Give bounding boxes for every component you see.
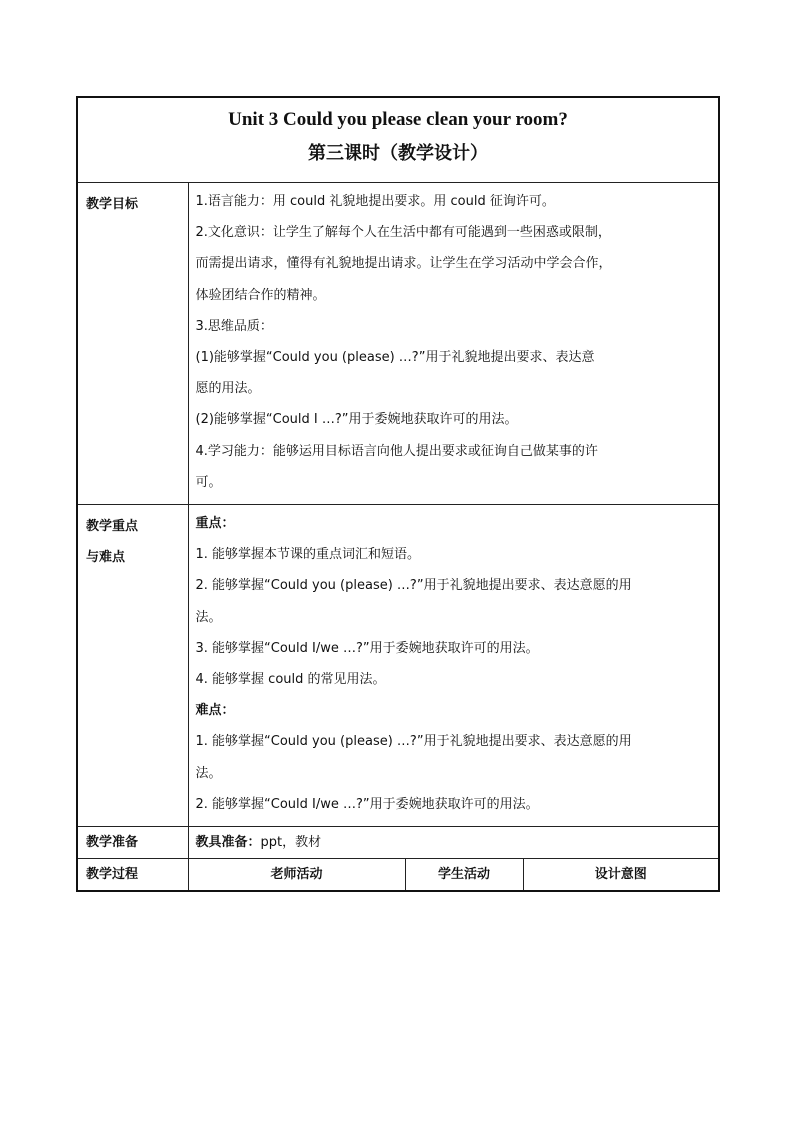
objectives-label: 教学目标: [77, 183, 188, 505]
objective-line: 而需提出请求，懂得有礼貌地提出请求。让学生在学习活动中学会合作，: [195, 256, 612, 272]
preparation-text: ppt，教材: [260, 835, 322, 851]
title-row: [77, 97, 719, 183]
student-activity-header: 学生活动: [405, 859, 523, 892]
objective-line: 可。: [195, 474, 222, 490]
key-line: 法。: [195, 609, 222, 625]
preparation-bold: 教具准备：: [195, 835, 261, 851]
process-label: 教学过程: [77, 859, 188, 892]
key-points-row: [77, 505, 719, 827]
objective-line: 2.文化意识：让学生了解每个人在生活中都有可能遇到一些困惑或限制，: [195, 225, 611, 241]
objective-line: 1.语言能力：用 could 礼貌地提出要求。用 could 征询许可。: [195, 194, 555, 209]
objective-line: 3.思维品质：: [195, 318, 273, 334]
key-line: 1. 能够掌握本节课的重点词汇和短语。: [195, 547, 421, 563]
title-english: Unit 3 Could you please clean your room?: [228, 109, 568, 130]
objective-line: (1)能够掌握“Could you (please) …?”用于礼貌地提出要求、表达意: [195, 350, 595, 366]
key-points-label-line2: 与难点: [86, 550, 126, 566]
lesson-plan-table: [76, 96, 720, 892]
key-line: 3. 能够掌握“Could I/we …?”用于委婉地获取许可的用法。: [195, 640, 539, 656]
key-points-content: [188, 505, 719, 827]
process-row: [77, 859, 719, 892]
key-line: 2. 能够掌握“Could you (please) …?”用于礼貌地提出要求、表达意愿的用: [195, 578, 632, 594]
key-points-label-line1: 教学重点: [86, 519, 139, 535]
difficult-line: 法。: [195, 765, 222, 781]
objective-line: 体验团结合作的精神。: [195, 287, 326, 303]
preparation-row: [77, 827, 719, 859]
title-cell: [77, 97, 719, 183]
objectives-content: [188, 183, 719, 505]
design-intent-header: 设计意图: [523, 859, 719, 892]
objective-line: 愿的用法。: [195, 381, 261, 397]
objectives-row: [77, 183, 719, 505]
difficult-heading: 难点：: [195, 703, 235, 719]
preparation-label: 教学准备: [77, 827, 188, 859]
difficult-line: 2. 能够掌握“Could I/we …?”用于委婉地获取许可的用法。: [195, 796, 539, 812]
difficult-line: 1. 能够掌握“Could you (please) …?”用于礼貌地提出要求、表达意愿的用: [195, 734, 632, 750]
objective-line: (2)能够掌握“Could I …?”用于委婉地获取许可的用法。: [195, 412, 518, 428]
title-chinese: 第三课时（教学设计）: [308, 143, 488, 164]
key-line: 4. 能够掌握 could 的常见用法。: [195, 672, 386, 688]
key-points-label: [77, 505, 188, 827]
teacher-activity-header: 老师活动: [188, 859, 405, 892]
preparation-content: [188, 827, 719, 859]
key-heading: 重点：: [195, 516, 235, 532]
objective-line: 4.学习能力：能够运用目标语言向他人提出要求或征询自己做某事的许: [195, 443, 598, 459]
